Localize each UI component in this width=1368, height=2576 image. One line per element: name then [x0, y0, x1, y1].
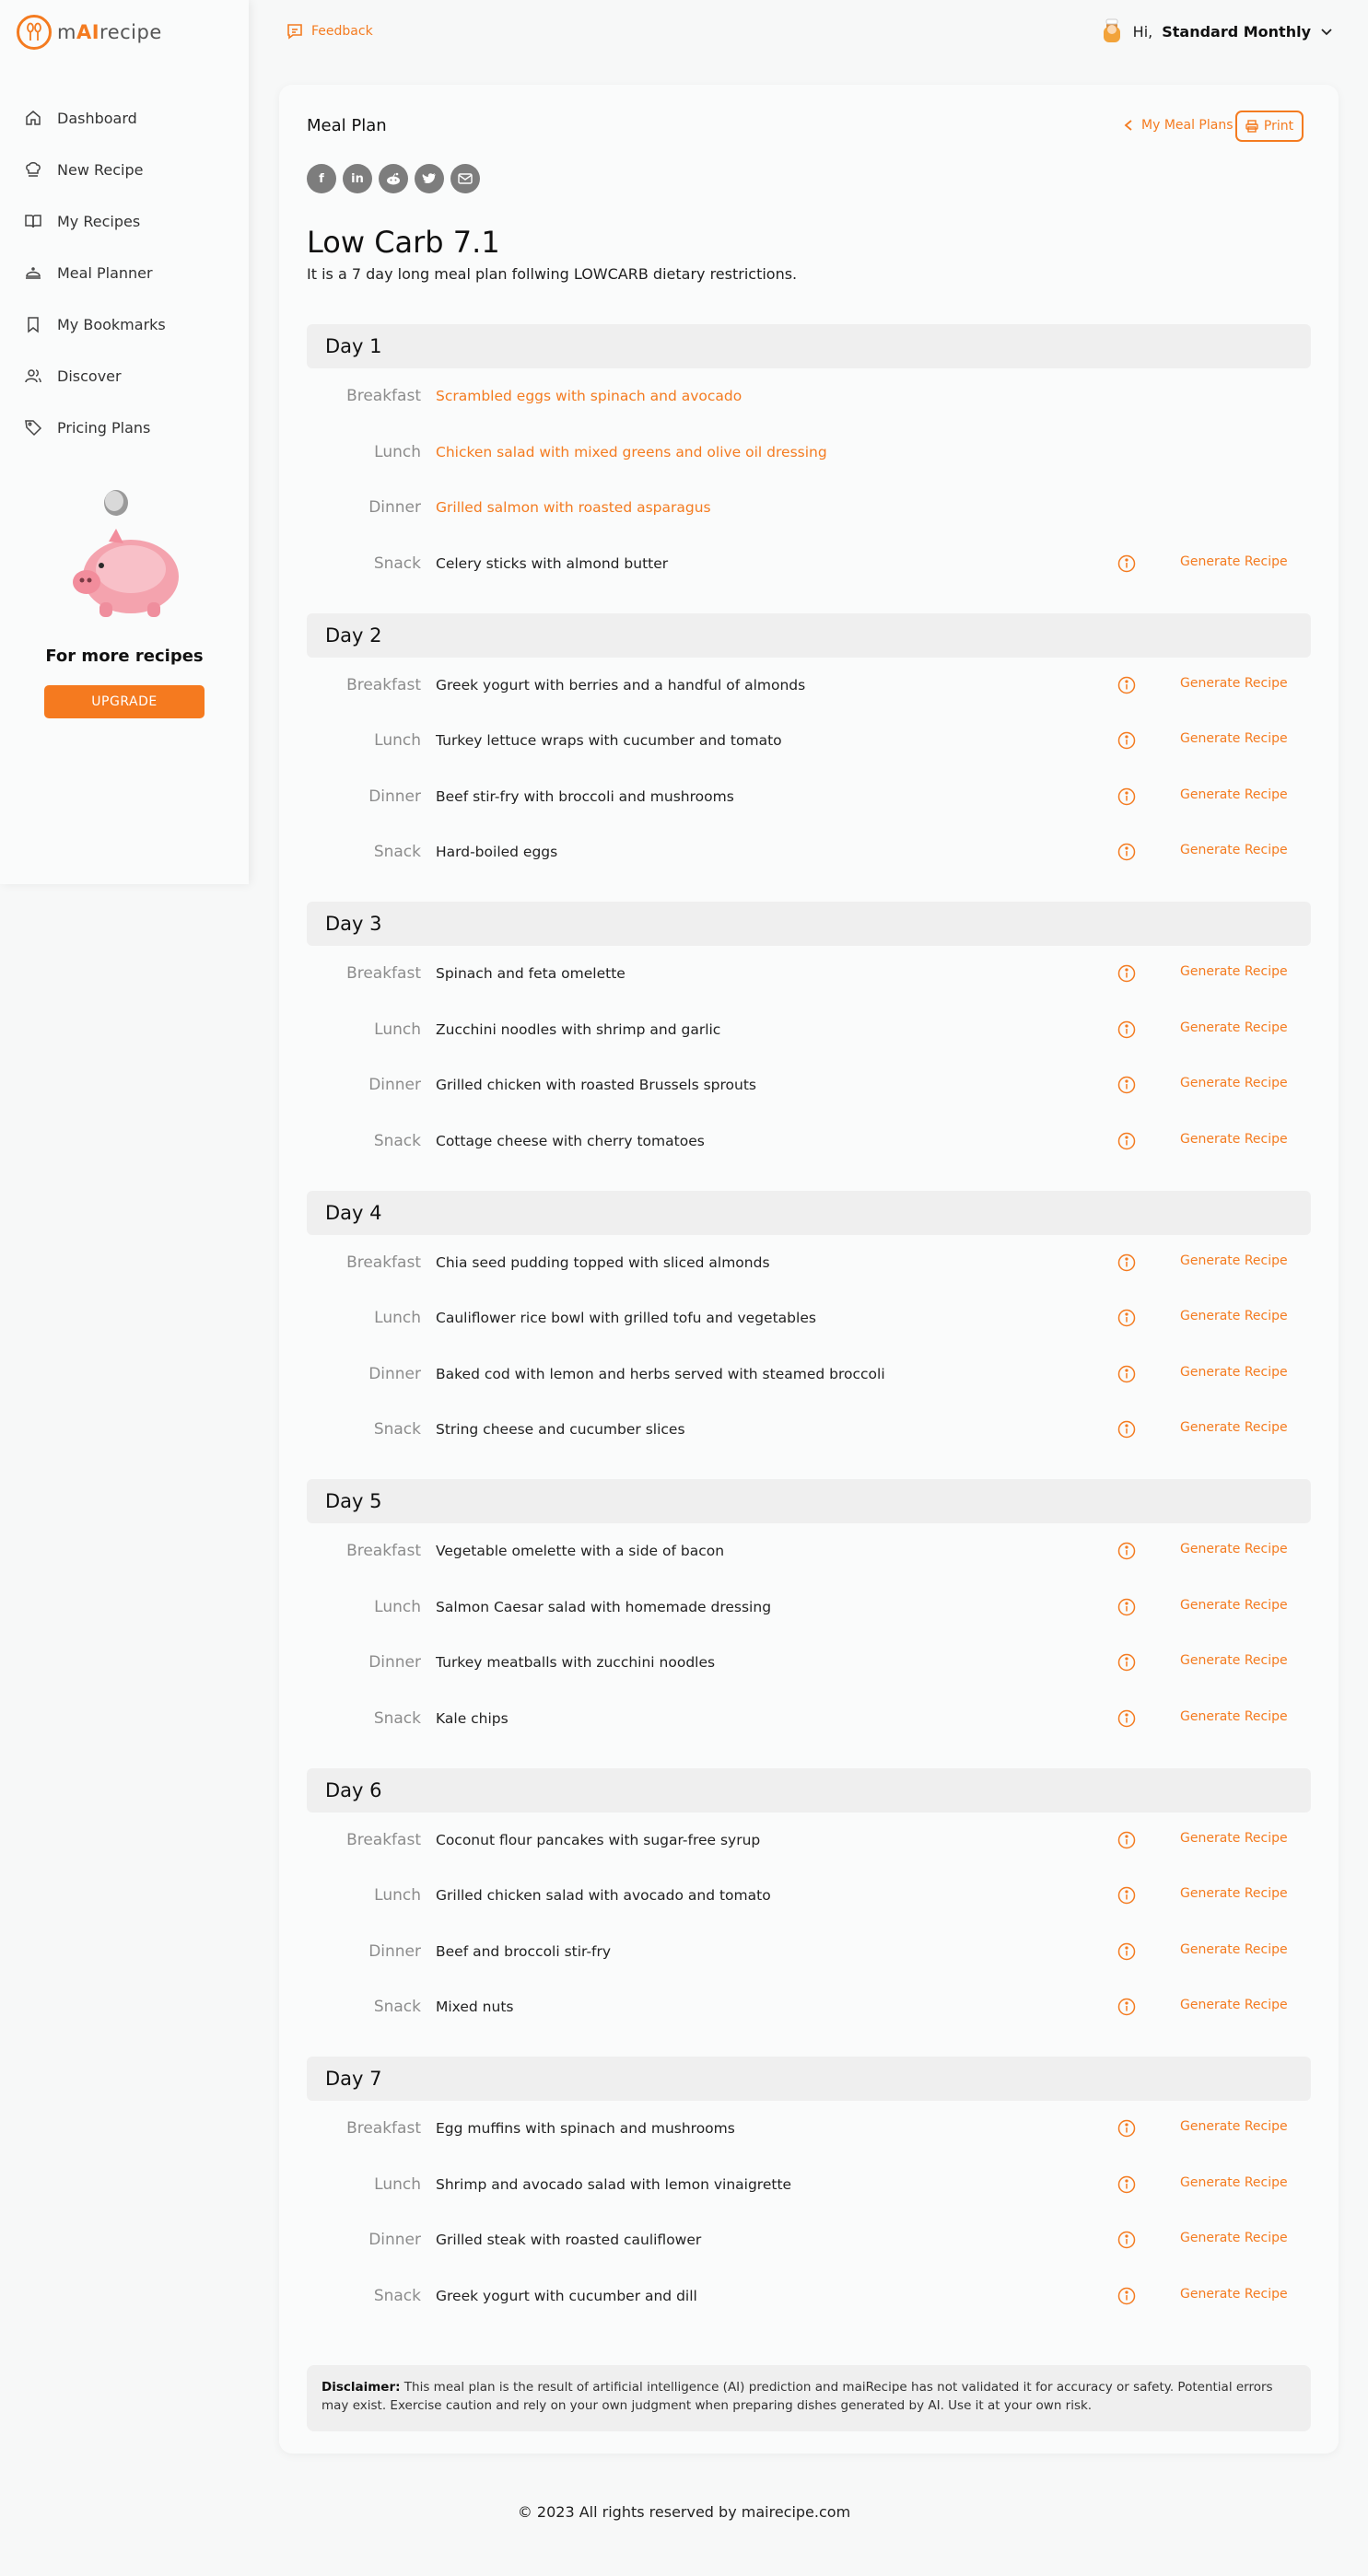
meal-row: [307, 480, 1311, 536]
book-icon: [24, 212, 42, 230]
share-bar: [307, 164, 480, 193]
chevron-down-icon: [1320, 25, 1333, 38]
meal-row: [307, 2212, 1311, 2268]
meal-type-label: Breakfast: [346, 675, 421, 694]
meal-type-label: Breakfast: [346, 1830, 421, 1849]
info-icon[interactable]: [1117, 1420, 1136, 1439]
generate-recipe-button[interactable]: Generate Recipe: [1180, 554, 1288, 569]
meal-type-label: Snack: [373, 2286, 421, 2305]
day-heading: Day 6: [307, 1768, 1311, 1813]
sidebar-item-pricing-plans[interactable]: [24, 402, 166, 453]
meal-type-label: Dinner: [368, 498, 421, 518]
meal-name: Celery sticks with almond butter: [436, 554, 669, 572]
my-meal-plans-label: My Meal Plans: [1141, 118, 1234, 133]
generate-recipe-button[interactable]: Generate Recipe: [1180, 1020, 1288, 1035]
generate-recipe-button[interactable]: Generate Recipe: [1180, 1830, 1288, 1846]
twitter-icon[interactable]: [415, 164, 444, 193]
meal-type-label: Dinner: [368, 787, 421, 806]
footer-copyright: © 2023 All rights reserved by mairecipe.com: [517, 2503, 851, 2521]
generate-recipe-button[interactable]: Generate Recipe: [1180, 2174, 1288, 2190]
generate-recipe-button[interactable]: Generate Recipe: [1180, 1364, 1288, 1380]
meal-type-label: Lunch: [374, 1020, 421, 1039]
meal-type-label: Dinner: [368, 1364, 421, 1383]
meal-row: [307, 1057, 1311, 1113]
generate-recipe-button[interactable]: Generate Recipe: [1180, 964, 1288, 979]
meal-name: Cottage cheese with cherry tomatoes: [436, 1132, 705, 1149]
printer-icon: [1245, 120, 1258, 133]
sidebar-item-new-recipe[interactable]: [24, 144, 166, 195]
generate-recipe-button[interactable]: Generate Recipe: [1180, 1708, 1288, 1724]
meal-name: String cheese and cucumber slices: [436, 1421, 685, 1439]
plan-title: Low Carb 7.1: [307, 225, 500, 260]
info-icon[interactable]: [1117, 1653, 1136, 1672]
info-icon[interactable]: [1117, 1253, 1136, 1272]
piggy-bank-icon: [68, 484, 188, 623]
meal-name: Salmon Caesar salad with homemade dressing: [436, 1598, 772, 1615]
meal-name: Egg muffins with spinach and mushrooms: [436, 2120, 735, 2138]
meal-row: [307, 769, 1311, 825]
info-icon[interactable]: [1117, 1542, 1136, 1560]
feedback-link[interactable]: [286, 22, 373, 41]
chef-hat-icon: [24, 160, 42, 179]
day-section: [307, 613, 1311, 903]
meal-name: Spinach and feta omelette: [436, 965, 626, 983]
day-section: [307, 902, 1311, 1191]
meal-type-label: Lunch: [374, 1597, 421, 1616]
meal-type-label: Snack: [373, 1420, 421, 1440]
day-heading: Day 3: [307, 902, 1311, 946]
info-icon[interactable]: [1117, 1020, 1136, 1039]
meal-row: [307, 713, 1311, 769]
day-section: [307, 1768, 1311, 2057]
info-icon[interactable]: [1117, 964, 1136, 983]
generate-recipe-button[interactable]: Generate Recipe: [1180, 1076, 1288, 1090]
sidebar-item-label: Pricing Plans: [57, 418, 151, 437]
bookmark-icon: [24, 315, 42, 333]
meal-row: [307, 1402, 1311, 1458]
meal-type-label: Lunch: [374, 731, 421, 751]
logo-ai: AI: [76, 21, 100, 43]
generate-recipe-button[interactable]: Generate Recipe: [1180, 2286, 1288, 2302]
sidebar-item-my-bookmarks[interactable]: [24, 298, 166, 350]
sidebar-item-label: Dashboard: [57, 109, 137, 127]
info-icon[interactable]: [1117, 1998, 1136, 2016]
info-icon[interactable]: [1117, 1831, 1136, 1849]
sidebar-item-label: My Recipes: [57, 212, 141, 230]
sidebar-item-label: New Recipe: [57, 160, 144, 179]
generate-recipe-button[interactable]: Generate Recipe: [1180, 1998, 1288, 2012]
meal-type-label: Snack: [373, 843, 421, 862]
day-section: [307, 1479, 1311, 1768]
info-icon[interactable]: [1117, 2119, 1136, 2138]
disclaimer-label: Disclaimer:: [322, 2380, 401, 2395]
sidebar-item-discover[interactable]: [24, 350, 166, 402]
info-icon[interactable]: [1117, 843, 1136, 861]
generate-recipe-button[interactable]: Generate Recipe: [1180, 1941, 1288, 1957]
meal-row: [307, 1235, 1311, 1291]
logo-prefix: m: [57, 21, 76, 43]
meal-row: [307, 2101, 1311, 2157]
day-heading: Day 1: [307, 324, 1311, 368]
generate-recipe-button[interactable]: Generate Recipe: [1180, 2231, 1288, 2245]
generate-recipe-button[interactable]: Generate Recipe: [1180, 1131, 1288, 1147]
meal-name: Greek yogurt with berries and a handful of almonds: [436, 676, 806, 694]
sidebar-item-dashboard[interactable]: [24, 92, 166, 144]
meal-name: Vegetable omelette with a side of bacon: [436, 1543, 725, 1560]
generate-recipe-button[interactable]: Generate Recipe: [1180, 1542, 1288, 1556]
days-list: [307, 324, 1311, 2346]
generate-recipe-button[interactable]: Generate Recipe: [1180, 1597, 1288, 1613]
meal-type-label: Breakfast: [346, 1542, 421, 1561]
info-icon[interactable]: [1117, 731, 1136, 750]
upgrade-button[interactable]: UPGRADE: [44, 685, 205, 718]
user-menu[interactable]: [1100, 18, 1333, 44]
day-heading: Day 5: [307, 1479, 1311, 1523]
info-icon[interactable]: [1117, 787, 1136, 806]
meal-row: [307, 1290, 1311, 1346]
info-icon[interactable]: [1117, 1076, 1136, 1094]
info-icon[interactable]: [1117, 2175, 1136, 2194]
meal-row: [307, 658, 1311, 714]
info-icon[interactable]: [1117, 1886, 1136, 1905]
info-icon[interactable]: [1117, 1942, 1136, 1961]
meal-row: [307, 2268, 1311, 2325]
meal-row: [307, 1523, 1311, 1579]
generate-recipe-button[interactable]: Generate Recipe: [1180, 787, 1288, 802]
meal-type-label: Lunch: [374, 2174, 421, 2194]
meal-type-label: Breakfast: [346, 2119, 421, 2139]
generate-recipe-button[interactable]: Generate Recipe: [1180, 1420, 1288, 1435]
sidebar-nav: [24, 92, 166, 453]
sidebar-item-label: Meal Planner: [57, 263, 153, 282]
day-heading: Day 4: [307, 1191, 1311, 1235]
meal-type-label: Snack: [373, 1131, 421, 1150]
meal-type-label: Breakfast: [346, 964, 421, 984]
info-icon[interactable]: [1117, 1309, 1136, 1327]
chat-icon: [286, 22, 304, 41]
info-icon[interactable]: [1117, 554, 1136, 573]
meal-recipe-link[interactable]: Scrambled eggs with spinach and avocado: [436, 388, 742, 405]
meal-type-label: Dinner: [368, 1941, 421, 1961]
meal-name: Greek yogurt with cucumber and dill: [436, 2287, 697, 2304]
promo-text: For more recipes: [45, 647, 204, 666]
info-icon[interactable]: [1117, 676, 1136, 694]
generate-recipe-button[interactable]: Generate Recipe: [1180, 1653, 1288, 1668]
sidebar-item-label: Discover: [57, 367, 122, 385]
greeting-text: Hi,: [1132, 22, 1153, 41]
disclaimer-text: This meal plan is the result of artificial intelligence (AI) prediction and maiRecipe has not validated it for accuracy or safety. Potential errors may exist. Exercise caution and rely on your own judgment when preparing dishes generated by AI. Use it at your own risk.: [322, 2380, 1273, 2413]
day-section: [307, 2057, 1311, 2346]
meal-type-label: Breakfast: [346, 1253, 421, 1272]
home-icon: [24, 109, 42, 127]
meal-name: Beef stir-fry with broccoli and mushrooms: [436, 787, 734, 805]
day-section: [307, 324, 1311, 613]
meal-type-label: Dinner: [368, 1653, 421, 1673]
meal-name: Mixed nuts: [436, 1999, 514, 2016]
sidebar-item-my-recipes[interactable]: [24, 195, 166, 247]
generate-recipe-button[interactable]: Generate Recipe: [1180, 2119, 1288, 2134]
sidebar-item-label: My Bookmarks: [57, 315, 166, 333]
meal-type-label: Snack: [373, 1708, 421, 1728]
meal-row: [307, 1868, 1311, 1924]
meal-row: [307, 2157, 1311, 2213]
meal-row: [307, 1113, 1311, 1170]
generate-recipe-button[interactable]: Generate Recipe: [1180, 1309, 1288, 1323]
meal-name: Turkey lettuce wraps with cucumber and tomato: [436, 732, 782, 750]
day-heading: Day 7: [307, 2057, 1311, 2101]
print-button[interactable]: [1235, 111, 1304, 142]
reddit-icon[interactable]: [379, 164, 408, 193]
print-label: Print: [1263, 119, 1294, 134]
meal-name: Grilled chicken with roasted Brussels sprouts: [436, 1077, 757, 1094]
logo-wordmark: [57, 21, 162, 43]
users-icon: [24, 367, 42, 385]
meal-name: Zucchini noodles with shrimp and garlic: [436, 1020, 721, 1038]
meal-row: [307, 824, 1311, 880]
sidebar: [0, 0, 249, 884]
info-icon[interactable]: [1117, 2231, 1136, 2249]
page-title: Meal Plan: [307, 116, 387, 135]
meal-name: Chia seed pudding topped with sliced almonds: [436, 1253, 770, 1271]
meal-row: [307, 1691, 1311, 1747]
generate-recipe-button[interactable]: Generate Recipe: [1180, 1253, 1288, 1268]
info-icon[interactable]: [1117, 1132, 1136, 1150]
meal-name: Coconut flour pancakes with sugar-free syrup: [436, 1831, 761, 1848]
meal-type-label: Lunch: [374, 1886, 421, 1906]
meal-name: Cauliflower rice bowl with grilled tofu and vegetables: [436, 1310, 816, 1327]
meal-row: [307, 1813, 1311, 1869]
meal-type-label: Lunch: [374, 442, 421, 461]
meal-row: [307, 946, 1311, 1002]
meal-type-label: Snack: [373, 1998, 421, 2017]
sidebar-item-meal-planner[interactable]: [24, 247, 166, 298]
meal-row: [307, 1979, 1311, 2035]
meal-name: Turkey meatballs with zucchini noodles: [436, 1654, 716, 1672]
facebook-icon[interactable]: f: [307, 164, 336, 193]
meal-type-label: Dinner: [368, 1076, 421, 1095]
meal-type-label: Dinner: [368, 2231, 421, 2250]
cloche-icon: [24, 263, 42, 282]
meal-row: [307, 1002, 1311, 1058]
meal-name: Grilled steak with roasted cauliflower: [436, 2232, 702, 2249]
day-heading: Day 2: [307, 613, 1311, 658]
app-logo[interactable]: [17, 15, 162, 50]
plan-description: It is a 7 day long meal plan follwing LOWCARB dietary restrictions.: [307, 265, 798, 283]
meal-type-label: Lunch: [374, 1309, 421, 1328]
generate-recipe-button[interactable]: Generate Recipe: [1180, 731, 1288, 746]
logo-spoon-icon: [17, 15, 52, 50]
day-section: [307, 1191, 1311, 1480]
user-plan-name: Standard Monthly: [1162, 22, 1311, 41]
avatar: [1100, 18, 1124, 44]
meal-row: [307, 368, 1311, 425]
email-icon[interactable]: [450, 164, 480, 193]
generate-recipe-button[interactable]: Generate Recipe: [1180, 1886, 1288, 1901]
info-icon[interactable]: [1117, 1709, 1136, 1728]
tag-icon: [24, 418, 42, 437]
feedback-label: Feedback: [311, 24, 373, 39]
meal-name: Beef and broccoli stir-fry: [436, 1942, 612, 1960]
info-icon[interactable]: [1117, 2287, 1136, 2305]
generate-recipe-button[interactable]: Generate Recipe: [1180, 675, 1288, 691]
meal-name: Kale chips: [436, 1709, 509, 1727]
info-icon[interactable]: [1117, 1598, 1136, 1616]
info-icon[interactable]: [1117, 1365, 1136, 1383]
meal-recipe-link[interactable]: Grilled salmon with roasted asparagus: [436, 499, 711, 517]
meal-recipe-link[interactable]: Chicken salad with mixed greens and olive oil dressing: [436, 443, 827, 460]
meal-row: [307, 425, 1311, 481]
chevron-left-icon: [1123, 119, 1134, 132]
meal-type-label: Breakfast: [346, 387, 421, 406]
meal-name: Hard-boiled eggs: [436, 844, 558, 861]
meal-name: Shrimp and avocado salad with lemon vinaigrette: [436, 2175, 792, 2193]
meal-name: Baked cod with lemon and herbs served with steamed broccoli: [436, 1365, 885, 1382]
linkedin-icon[interactable]: in: [343, 164, 372, 193]
generate-recipe-button[interactable]: Generate Recipe: [1180, 843, 1288, 857]
meal-row: [307, 1346, 1311, 1403]
meal-name: Grilled chicken salad with avocado and tomato: [436, 1887, 771, 1905]
my-meal-plans-link[interactable]: [1123, 118, 1234, 133]
meal-row: [307, 1635, 1311, 1691]
meal-row: [307, 536, 1311, 592]
meal-type-label: Snack: [373, 554, 421, 573]
meal-row: [307, 1579, 1311, 1636]
meal-plan-card: [279, 85, 1339, 2454]
disclaimer-box: [307, 2365, 1311, 2431]
meal-row: [307, 1924, 1311, 1980]
logo-suffix: recipe: [99, 21, 162, 43]
